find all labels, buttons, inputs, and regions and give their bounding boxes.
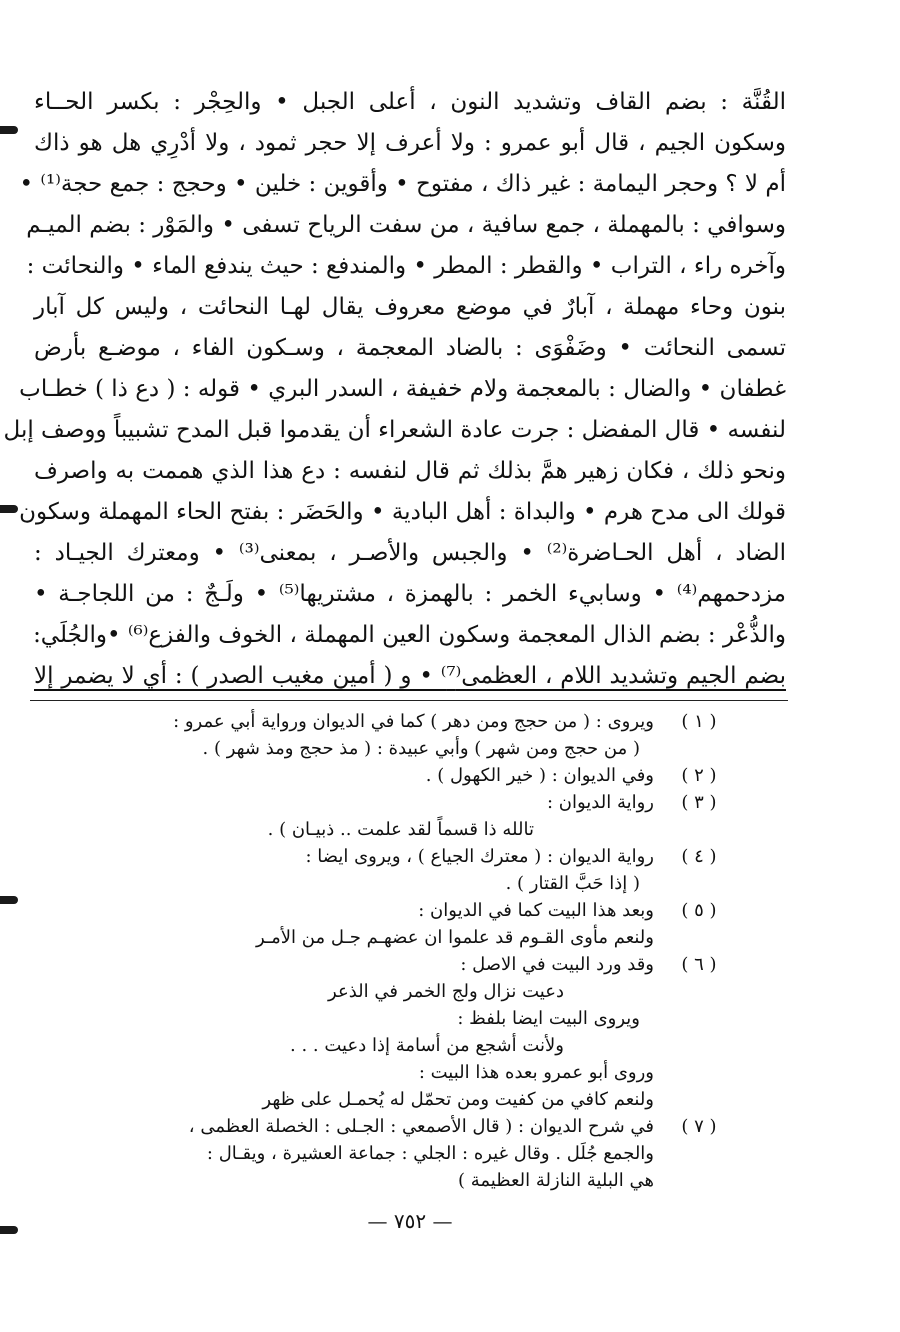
footnote-line: رواية الديوان : [546,792,654,813]
footnote-body [34,708,654,762]
text-line: أم لا ؟ وحجر اليمامة : غير ذاك ، مفتوح • وأقوين : خلين • وحجج : جمع حجة⁽¹⁾ • [19,171,786,197]
footnote-line: والجمع جُلَل . وقال غيره : الجلي : جماعة العشيرة ، ويقـال : [206,1143,654,1164]
footnote-line: وبعد هذا البيت كما في الديوان : [418,900,654,921]
footnote-body [34,843,654,897]
footnote-line: ( من حجج ومن شهر ) وأبي عبيدة : ( مذ حجج ومذ شهر ) . [202,738,640,759]
footnote-line: ( إذا حَبَّ القتار ) . [505,873,640,894]
text-line: بضم الجيم وتشديد اللام ، العظمى⁽⁷⁾ • و ( أمين مغيب الصدر ) : أي لا يضمر إلا [34,663,786,689]
footnote-number: ( ٧ ) [681,1116,717,1137]
footnotes [34,708,744,1194]
scan-edge-mark [0,896,18,904]
footnote-line: وفي الديوان : ( خير الكهول ) . [425,765,654,786]
text-line: والذُّعْر : بضم الذال المعجمة وسكون العين المهملة ، الخوف والفزع⁽⁶⁾ •والجُلَي: [33,622,786,648]
footnote-verse-line: ولنعم مأوى القـوم قد علموا ان عضهـم جـل من الأمـر [255,927,654,948]
footnote [34,762,744,789]
footnote [34,897,744,951]
footnote-line: رواية الديوان : ( معترك الجياع ) ، ويروى ايضا : [305,846,654,867]
footnote-body [34,951,654,1113]
footnote [34,1113,744,1194]
footnote-number: ( ٢ ) [681,765,717,786]
text-line: لنفسه • قال المفضل : جرت عادة الشعراء أن يقدموا قبل المدح تشبيباً ووصف إبل [3,417,786,443]
footnote-number: ( ٣ ) [681,792,717,813]
footnote-number: ( ٦ ) [681,954,717,975]
scan-edge-mark [0,505,18,513]
footnote-body [34,897,654,951]
text-line: الضاد ، أهل الحـاضرة⁽²⁾ • والجبس والأصـر ، بمعنى⁽³⁾ • ومعترك الجيـاد : [34,540,786,566]
footnote-number: ( ٥ ) [681,900,717,921]
footnote-verse-line: تالله ذا قسماً لقد علمت .. ذبيـان ) . [267,819,534,840]
text-line: بنون وحاء مهملة ، آبارٌ في موضع معروف يقال لهـا النحائت ، وليس كل آبار [34,294,786,320]
text-line: وسكون الجيم ، قال أبو عمرو : ولا أعرف إلا حجر ثمود ، ولا أدْرِي هل هو ذاك [34,130,786,156]
footnote-line: في شرح الديوان : ( قال الأصمعي : الجـلى : الخصلة العظمى ، [188,1116,654,1137]
footnote-line: ويروى : ( من حجج ومن دهر ) كما في الديوان ورواية أبي عمرو : [173,711,654,732]
footnote-body [34,762,654,789]
text-line: غطفان • والضال : بالمعجمة ولام خفيفة ، السدر البري • قوله : ( دع ذا ) خطـاب [19,376,786,402]
footnote-divider [30,700,788,701]
text-line: قولك الى مدح هرم • والبداة : أهل البادية • والحَضَر : بفتح الحاء المهملة وسكون [19,499,786,525]
footnote-line: ويروى البيت ايضا بلفظ : [457,1008,640,1029]
footnote [34,708,744,762]
scan-edge-mark [0,1226,18,1234]
footnote [34,843,744,897]
footnote-line: هي البلية النازلة العظيمة ) [457,1170,654,1191]
footnote-body [34,1113,654,1194]
main-text [3,82,786,697]
footnote-verse-line: دعيت نزال ولج الخمر في الذعر [328,981,564,1002]
footnote-line: وروى أبو عمرو بعده هذا البيت : [418,1062,654,1083]
text-line: ونحو ذلك ، فكان زهير همَّ بذلك ثم قال لنفسه : دع هذا الذي هممت به واصرف [34,458,786,484]
text-line: مزدحمهم⁽⁴⁾ • وسابيء الخمر : بالهمزة ، مشتريها⁽⁵⁾ • ولَـجٌ : من اللجاجـة • [34,581,786,607]
footnote-body [34,789,654,843]
footnote-number: ( ١ ) [681,711,717,732]
footnote-verse-line: ولأنت أشجع من أسامة إذا دعيت . . . [290,1035,564,1056]
footnote [34,951,744,1113]
text-line: تسمى النحائت • وضَفْوَى : بالضاد المعجمة ، وسـكون الفاء ، موضـع بأرض [34,335,786,361]
scan-edge-mark [0,126,18,134]
footnote-verse-line: ولنعم كافي من كفيت ومن تحمّل له يُحمـل على ظهر [262,1089,654,1110]
text-line: القُنَّة : بضم القاف وتشديد النون ، أعلى الجبل • والحِجْر : بكسر الحــاء [34,89,786,115]
text-line: وآخره راء ، التراب • والقطر : المطر • والمندفع : حيث يندفع الماء • والنحائت : [26,253,786,279]
footnote [34,789,744,843]
text-line: وسوافي : بالمهملة ، جمع سافية ، من سفت الرياح تسفى • والمَوْر : بضم الميـم [26,212,786,238]
page-number: — ٧٥٢ — [367,1209,453,1233]
footnote-number: ( ٤ ) [681,846,717,867]
footnote-line: وقد ورد البيت في الاصل : [460,954,654,975]
